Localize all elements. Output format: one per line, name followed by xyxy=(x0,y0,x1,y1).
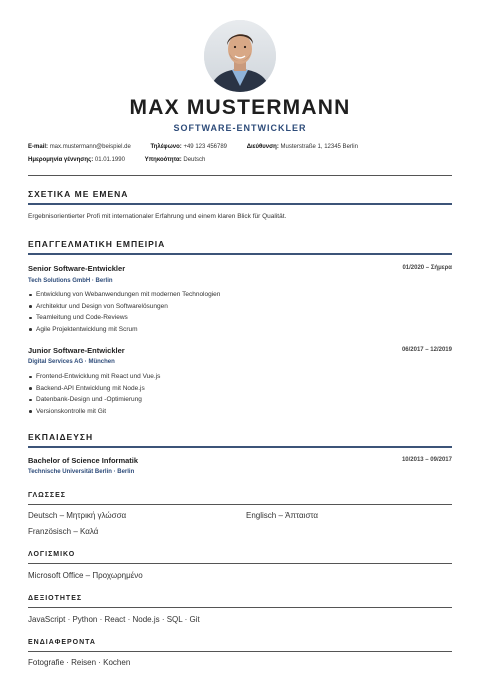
section-divider xyxy=(28,607,452,608)
list-item: Backend-API Entwicklung mit Node.js xyxy=(28,383,160,395)
contact-email xyxy=(28,144,133,150)
list-item: Datenbank-Design und -Optimierung xyxy=(28,394,160,406)
section-title-education: ΕΚΠΑΙΔΕΥΣΗ xyxy=(28,432,94,442)
section-divider xyxy=(28,651,452,652)
email-label: E-mail: xyxy=(28,144,49,150)
section-rule xyxy=(28,203,452,205)
degree-institution: Technische Universität Berlin · Berlin xyxy=(28,469,135,475)
degree-title: Bachelor of Science Informatik xyxy=(28,456,139,465)
section-title-languages: ΓΛΩΣΣΕΣ xyxy=(28,492,66,499)
contact-birth xyxy=(28,157,127,163)
list-item: Entwicklung von Webanwendungen mit modernen Technologien xyxy=(28,289,220,301)
job-title: Senior Software-Entwickler xyxy=(28,264,126,273)
nationality-label: Υπηκοότητα: xyxy=(144,157,182,163)
list-item: Versionskontrolle mit Git xyxy=(28,406,160,418)
list-item: Teamleitung und Code-Reviews xyxy=(28,312,220,324)
section-divider xyxy=(28,504,452,505)
header-divider xyxy=(28,175,452,176)
person-avatar-icon xyxy=(204,20,276,92)
address-value: Musterstraße 1, 12345 Berlin xyxy=(280,144,358,150)
contact-line-1 xyxy=(28,144,376,150)
skills-text: JavaScript · Python · React · Node.js · SQL · Git xyxy=(28,615,200,624)
job-bullet-list xyxy=(28,289,220,335)
phone-value: +49 123 456789 xyxy=(183,144,228,150)
software-text: Microsoft Office – Προχωρημένο xyxy=(28,571,143,580)
contact-phone xyxy=(151,144,229,150)
section-title-interests: ΕΝΔΙΑΦΕΡΟΝΤΑ xyxy=(28,639,96,646)
degree-date: 10/2013 – 09/2017 xyxy=(401,457,452,463)
contact-nationality xyxy=(145,157,206,163)
email-value: max.mustermann@beispiel.de xyxy=(49,144,131,150)
section-divider xyxy=(28,563,452,564)
section-title-software: ΛΟΓΙΣΜΙΚΟ xyxy=(28,551,76,558)
language-item: Französisch – Καλά xyxy=(28,527,99,536)
section-title-skills: ΔΕΞΙΟΤΗΤΕΣ xyxy=(28,595,83,602)
job-bullet-list xyxy=(28,371,160,417)
job-organization: Digital Services AG · München xyxy=(28,359,115,365)
language-item: Englisch – Άπταιστα xyxy=(246,511,319,520)
section-rule xyxy=(28,446,452,448)
interests-text: Fotografie · Reisen · Kochen xyxy=(28,658,131,667)
contact-address xyxy=(247,144,358,150)
address-label: Διεύθυνση: xyxy=(246,144,279,150)
job-title-headline: SOFTWARE-ENTWICKLER xyxy=(173,123,307,133)
about-text: Ergebnisorientierter Profi mit internationaler Erfahrung und einem klaren Blick für Qualität. xyxy=(28,213,287,220)
profile-photo xyxy=(204,20,276,92)
job-date: 01/2020 – Σήμερα xyxy=(402,265,452,271)
section-title-about: ΣΧΕΤΙΚΑ ΜΕ ΕΜΕΝΑ xyxy=(28,189,129,199)
section-title-experience: ΕΠΑΓΓΕΛΜΑΤΙΚΗ ΕΜΠΕΙΡΙΑ xyxy=(28,239,166,249)
section-rule xyxy=(28,253,452,255)
job-title: Junior Software-Entwickler xyxy=(28,346,125,355)
birth-value: 01.01.1990 xyxy=(94,157,125,163)
contact-line-2 xyxy=(28,157,223,163)
list-item: Architektur und Design von Softwarelösungen xyxy=(28,301,220,313)
birth-label: Ημερομηνία γέννησης: xyxy=(28,157,94,163)
list-item: Frontend-Entwicklung mit React und Vue.js xyxy=(28,371,160,383)
nationality-value: Deutsch xyxy=(183,157,206,163)
language-item: Deutsch – Μητρική γλώσσα xyxy=(28,511,127,520)
candidate-name: MAX MUSTERMANN xyxy=(129,96,351,119)
phone-label: Τηλέφωνο: xyxy=(150,144,182,150)
job-date: 06/2017 – 12/2019 xyxy=(401,347,452,353)
job-organization: Tech Solutions GmbH · Berlin xyxy=(28,278,113,284)
list-item: Agile Projektentwicklung mit Scrum xyxy=(28,324,220,336)
